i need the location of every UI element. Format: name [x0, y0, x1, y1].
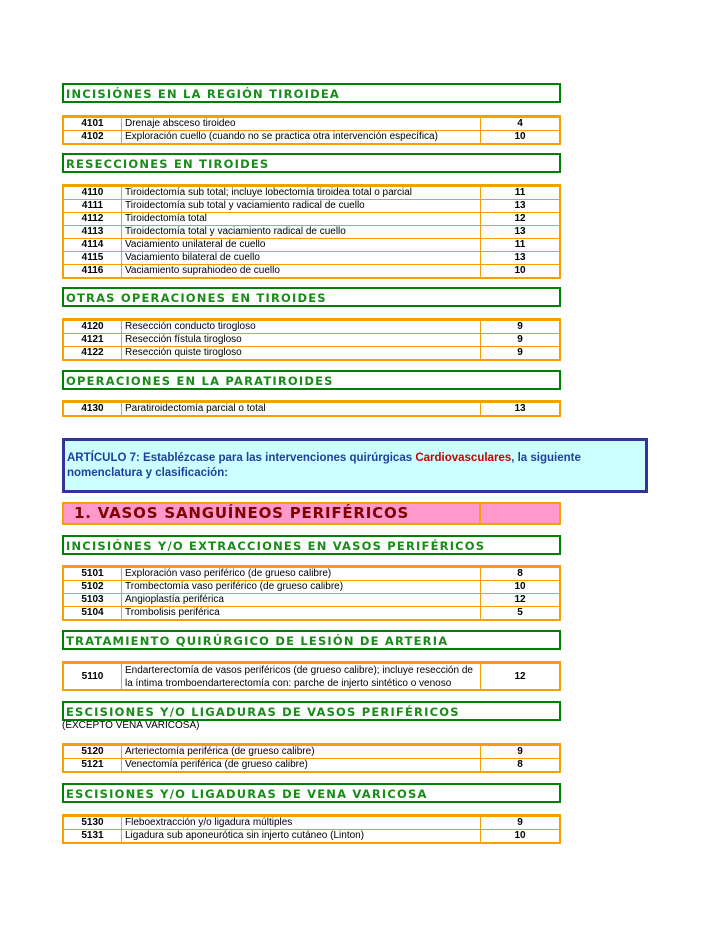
table-row	[64, 117, 559, 130]
row-code: 5130	[64, 817, 121, 829]
row-description: Tiroidectomía total y vaciamiento radical de cuello	[122, 226, 480, 238]
row-description: Trombectomía vaso periférico (de grueso calibre)	[122, 581, 480, 593]
row-code: 4120	[64, 321, 121, 333]
row-value: 12	[481, 594, 559, 606]
row-value: 11	[481, 239, 559, 251]
row-code: 4115	[64, 252, 121, 264]
row-value: 12	[481, 664, 559, 689]
section-note: (EXCEPTO VENA VARICOSA)	[62, 720, 200, 731]
table-row	[64, 580, 559, 593]
table-row	[64, 199, 559, 212]
row-value: 13	[481, 226, 559, 238]
row-value: 10	[481, 581, 559, 593]
table-row	[64, 251, 559, 264]
row-description: Vaciamiento bilateral de cuello	[122, 252, 480, 264]
row-description: Trombolisis periférica	[122, 607, 480, 619]
row-description: Vaciamiento unilateral de cuello	[122, 239, 480, 251]
row-code: 4116	[64, 265, 121, 277]
row-code: 4110	[64, 187, 121, 199]
section-header-incisiones-tiroidea	[62, 83, 561, 103]
table-row	[64, 264, 559, 277]
section-table	[62, 184, 561, 279]
row-value: 10	[481, 131, 559, 143]
section-table	[62, 661, 561, 691]
row-code: 5131	[64, 830, 121, 842]
table-row	[64, 758, 559, 771]
section-table	[62, 400, 561, 417]
row-value: 10	[481, 830, 559, 842]
section-table	[62, 565, 561, 621]
row-code: 5121	[64, 759, 121, 771]
row-description: Exploración cuello (cuando no se practica otra intervención específica)	[122, 131, 480, 143]
section-title: ESCISIONES Y/O LIGADURAS DE VENA VARICOSA	[66, 787, 428, 801]
table-row	[64, 402, 559, 415]
row-description: Angioplastía periférica	[122, 594, 480, 606]
section-header-vena-varicosa	[62, 783, 561, 803]
row-value: 10	[481, 265, 559, 277]
row-value: 8	[481, 759, 559, 771]
section-table	[62, 743, 561, 773]
row-code: 5120	[64, 746, 121, 758]
table-row	[64, 346, 559, 359]
table-row	[64, 333, 559, 346]
row-code: 5101	[64, 568, 121, 580]
article-text-after: , la siguiente nomenclatura y clasificación:	[67, 452, 581, 479]
row-description: Endarterectomía de vasos periféricos (de grueso calibre); incluye resección de la íntima tromboendarterectomía con: parche de injerto sintético o venoso	[122, 664, 480, 689]
section-title: ESCISIONES Y/O LIGADURAS DE VASOS PERIFÉRICOS	[66, 705, 460, 719]
section-table	[62, 318, 561, 361]
row-value: 13	[481, 252, 559, 264]
row-value: 11	[481, 187, 559, 199]
row-value: 12	[481, 213, 559, 225]
table-row	[64, 816, 559, 829]
vasos-empty-cell	[481, 504, 559, 523]
vasos-title: 1. VASOS SANGUÍNEOS PERIFÉRICOS	[64, 504, 481, 523]
table-row	[64, 186, 559, 199]
row-description: Tiroidectomía sub total; incluye lobectomía tiroidea total o parcial	[122, 187, 480, 199]
row-code: 4101	[64, 118, 121, 130]
row-code: 4122	[64, 347, 121, 359]
table-row	[64, 238, 559, 251]
row-description: Resección quiste tirogloso	[122, 347, 480, 359]
section-header-escisiones-vasos	[62, 701, 561, 721]
section-header-incisiones-vasos	[62, 535, 561, 555]
table-row	[64, 225, 559, 238]
section-title: OPERACIONES EN LA PARATIROIDES	[66, 374, 334, 388]
table-row	[64, 212, 559, 225]
vasos-sanguineos-header	[62, 502, 561, 525]
row-description: Tiroidectomía total	[122, 213, 480, 225]
row-code: 5104	[64, 607, 121, 619]
table-row	[64, 130, 559, 143]
section-header-otras-operaciones	[62, 287, 561, 307]
table-row	[64, 606, 559, 619]
table-row	[64, 829, 559, 842]
row-code: 5103	[64, 594, 121, 606]
row-code: 4130	[64, 403, 121, 415]
row-code: 4114	[64, 239, 121, 251]
article-text-before: ARTÍCULO 7: Establézcase para las intervenciones quirúrgicas	[67, 452, 416, 464]
section-header-tratamiento-arteria	[62, 630, 561, 650]
row-code: 4111	[64, 200, 121, 212]
row-value: 9	[481, 817, 559, 829]
row-description: Paratiroidectomía parcial o total	[122, 403, 480, 415]
section-title: INCISIÓNES Y/O EXTRACCIONES EN VASOS PERIFÉRICOS	[66, 539, 486, 553]
row-description: Vaciamiento suprahiodeo de cuello	[122, 265, 480, 277]
row-value: 9	[481, 746, 559, 758]
table-row	[64, 745, 559, 758]
table-row	[64, 320, 559, 333]
section-header-resecciones	[62, 153, 561, 173]
table-row	[64, 567, 559, 580]
row-code: 4102	[64, 131, 121, 143]
row-description: Ligadura sub aponeurótica sin injerto cutáneo (Linton)	[122, 830, 480, 842]
row-code: 4121	[64, 334, 121, 346]
row-description: Venectomía periférica (de grueso calibre)	[122, 759, 480, 771]
section-title: RESECCIONES EN TIROIDES	[66, 157, 270, 171]
row-code: 5110	[64, 664, 121, 689]
row-description: Drenaje absceso tiroideo	[122, 118, 480, 130]
row-code: 4112	[64, 213, 121, 225]
table-row	[64, 663, 559, 689]
row-value: 9	[481, 334, 559, 346]
section-header-paratiroides	[62, 370, 561, 390]
row-description: Resección fístula tirogloso	[122, 334, 480, 346]
section-title: INCISIÓNES EN LA REGIÓN TIROIDEA	[66, 87, 341, 101]
row-value: 9	[481, 321, 559, 333]
section-title: TRATAMIENTO QUIRÚRGICO DE LESIÓN DE ARTERIA	[66, 634, 449, 648]
row-code: 4113	[64, 226, 121, 238]
row-value: 4	[481, 118, 559, 130]
article-7-box	[62, 438, 648, 493]
row-description: Fleboextracción y/o ligadura múltiples	[122, 817, 480, 829]
row-value: 8	[481, 568, 559, 580]
article-highlight: Cardiovasculares	[415, 452, 512, 464]
row-value: 5	[481, 607, 559, 619]
row-description: Tiroidectomía sub total y vaciamiento radical de cuello	[122, 200, 480, 212]
section-title: OTRAS OPERACIONES EN TIROIDES	[66, 291, 327, 305]
row-value: 13	[481, 403, 559, 415]
row-description: Arteriectomía periférica (de grueso calibre)	[122, 746, 480, 758]
row-code: 5102	[64, 581, 121, 593]
row-value: 9	[481, 347, 559, 359]
section-table	[62, 115, 561, 145]
row-value: 13	[481, 200, 559, 212]
row-description: Exploración vaso periférico (de grueso calibre)	[122, 568, 480, 580]
table-row	[64, 593, 559, 606]
row-description: Resección conducto tirogloso	[122, 321, 480, 333]
section-table	[62, 814, 561, 844]
